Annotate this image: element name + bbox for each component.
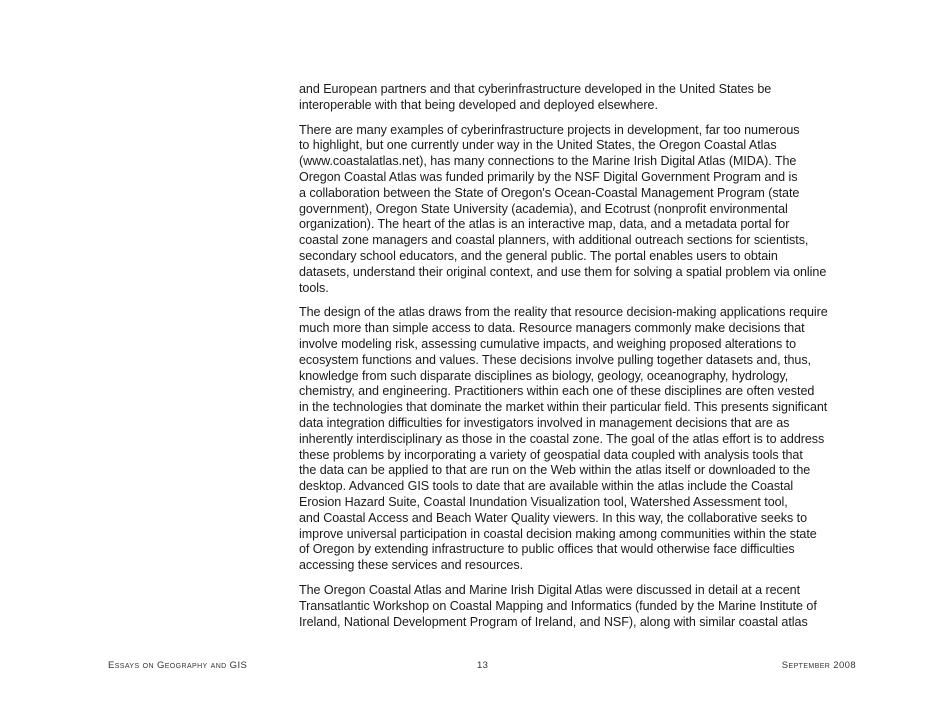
text-line: these problems by incorporating a variety of geospatial data coupled with analysis tools that xyxy=(299,447,803,462)
text-line: The Oregon Coastal Atlas and Marine Irish Digital Atlas were discussed in detail at a recent xyxy=(299,582,801,597)
text-line: Ireland, National Development Program of Ireland, and NSF), along with similar coastal atlas xyxy=(299,614,808,629)
text-line: and Coastal Access and Beach Water Quality viewers. In this way, the collaborative seeks to xyxy=(299,510,808,525)
text-line: datasets, understand their original context, and use them for solving a spatial problem via online xyxy=(299,264,827,279)
text-line: coastal zone managers and coastal planners, with additional outreach sections for scientists, xyxy=(299,233,809,248)
text-line: desktop. Advanced GIS tools to date that are available within the atlas include the Coastal xyxy=(299,479,794,494)
paragraph-1 xyxy=(299,82,861,114)
text-line: (www.coastalatlas.net), has many connections to the Marine Irish Digital Atlas (MIDA). The xyxy=(299,154,797,169)
text-line: chemistry, and engineering. Practitioners within each one of these disciplines are often vested xyxy=(299,384,815,399)
paragraph-2 xyxy=(299,123,861,297)
text-line: of Oregon by extending infrastructure to public offices that would otherwise face difficulties xyxy=(299,542,795,557)
footer-publication-title: Essays on Geography and GIS xyxy=(108,660,248,671)
text-line: to highlight, but one currently under way in the United States, the Oregon Coastal Atlas xyxy=(299,138,777,153)
text-line: The design of the atlas draws from the reality that resource decision-making applications require xyxy=(299,305,828,320)
text-line: knowledge from such disparate disciplines as biology, geology, oceanography, hydrology, xyxy=(299,368,789,383)
text-line: improve universal participation in coastal decision making among communities within the state xyxy=(299,526,817,541)
text-line: government), Oregon State University (academia), and Ecotrust (nonprofit environmental xyxy=(299,201,788,216)
text-line: in the technologies that dominate the market within their particular field. This presents significant xyxy=(299,400,828,415)
text-line: tools. xyxy=(299,280,329,295)
text-line: Oregon Coastal Atlas was funded primarily by the NSF Digital Government Program and is xyxy=(299,169,798,184)
text-line: There are many examples of cyberinfrastructure projects in development, far too numerous xyxy=(299,122,800,137)
text-line: involve modeling risk, assessing cumulative impacts, and weighing proposed alterations to xyxy=(299,336,796,351)
text-line: organization). The heart of the atlas is an interactive map, data, and a metadata portal for xyxy=(299,217,790,232)
body-text-column xyxy=(299,82,861,639)
text-line: and European partners and that cyberinfrastructure developed in the United States be xyxy=(299,82,772,96)
text-line: ecosystem functions and values. These decisions involve pulling together datasets and, thus, xyxy=(299,352,811,367)
footer-date: September 2008 xyxy=(781,660,856,671)
text-line: accessing these services and resources. xyxy=(299,558,524,573)
text-line: much more than simple access to data. Resource managers commonly make decisions that xyxy=(299,321,805,336)
text-line: a collaboration between the State of Oregon's Ocean-Coastal Management Program (state xyxy=(299,185,800,200)
text-line: the data can be applied to that are run on the Web within the atlas itself or downloaded to the xyxy=(299,463,811,478)
paragraph-3 xyxy=(299,305,861,574)
paragraph-4 xyxy=(299,583,861,630)
text-line: interoperable with that being developed and deployed elsewhere. xyxy=(299,97,658,112)
text-line: inherently interdisciplinary as those in the coastal zone. The goal of the atlas effort is to address xyxy=(299,431,825,446)
text-line: Erosion Hazard Suite, Coastal Inundation Visualization tool, Watershed Assessment tool, xyxy=(299,494,788,509)
text-line: data integration difficulties for investigators involved in management decisions that are as xyxy=(299,415,790,430)
footer-page-number: 13 xyxy=(477,660,489,671)
text-line: secondary school educators, and the general public. The portal enables users to obtain xyxy=(299,248,778,263)
text-line: Transatlantic Workshop on Coastal Mapping and Informatics (funded by the Marine Institute of xyxy=(299,598,817,613)
